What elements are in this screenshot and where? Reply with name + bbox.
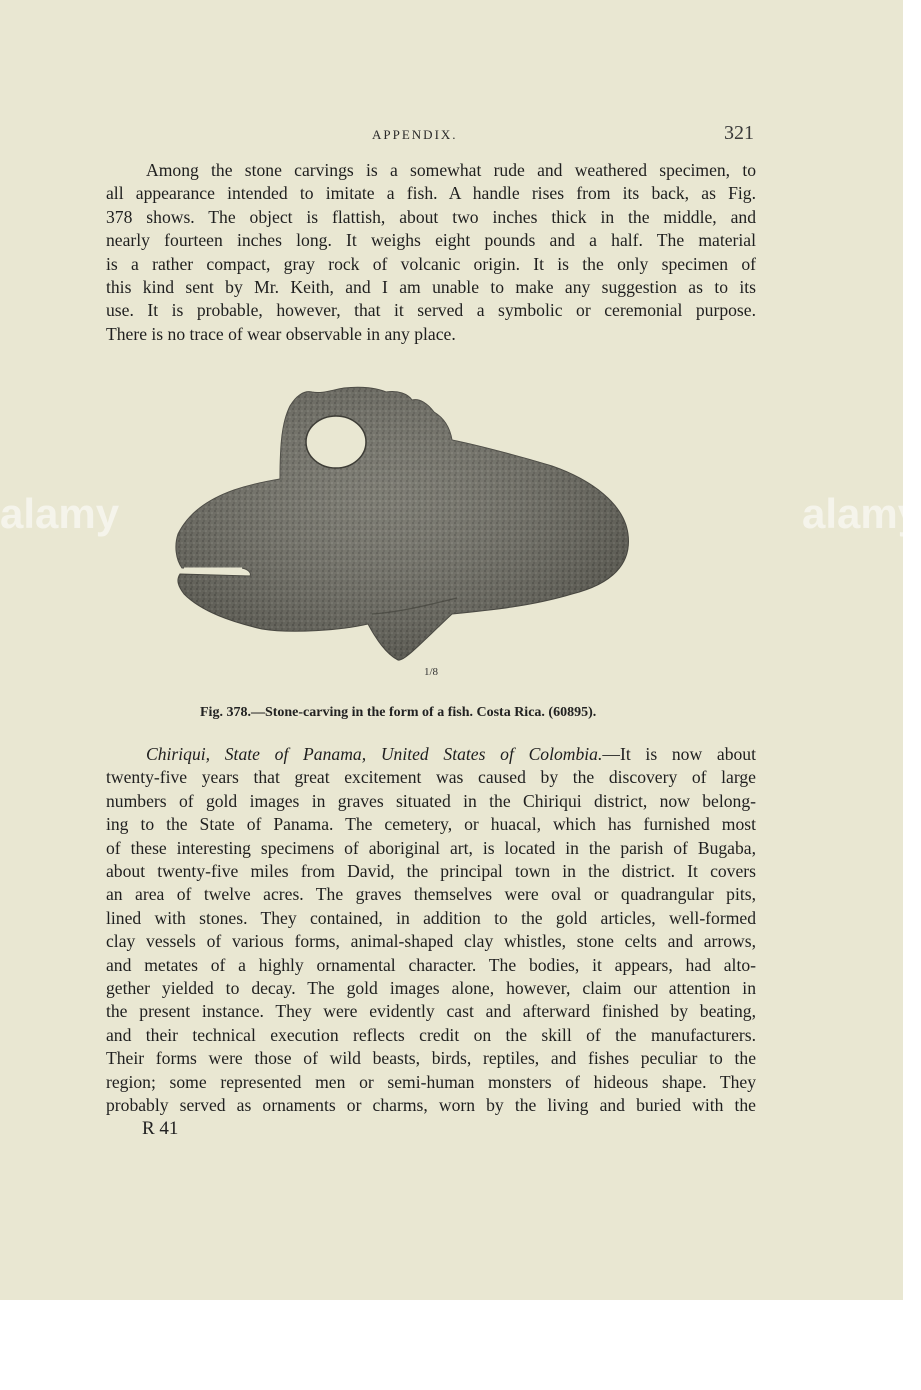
text-line: this kind sent by Mr. Keith, and I am unable to make any suggestion as to its xyxy=(106,277,756,298)
text-line: Their forms were those of wild beasts, birds, reptiles, and fishes peculiar to the xyxy=(106,1048,756,1069)
text-line: the present instance. They were evidently cast and afterward finished by beating, xyxy=(106,1001,756,1022)
running-head: APPENDIX. xyxy=(372,127,458,142)
scale-label: 1/8 xyxy=(424,666,439,678)
text-line: clay vessels of various forms, animal-shaped clay whistles, stone celts and arrows, xyxy=(106,931,756,952)
watermark-right: alamy xyxy=(802,490,921,537)
text-line: region; some represented men or semi-human monsters of hideous shape. They xyxy=(106,1071,756,1092)
section-lead: Chiriqui, State of Panama, United States of Colombia. xyxy=(146,744,603,764)
text-line: of these interesting specimens of aboriginal art, is located in the parish of Bugaba, xyxy=(106,837,756,858)
watermark-left: alamy xyxy=(0,490,120,537)
text-line: ing to the State of Panama. The cemetery, or huacal, which has furnished most xyxy=(106,814,756,835)
paragraph-stone-carving xyxy=(106,159,756,346)
text-line: and metates of a highly ornamental character. The bodies, it appears, had alto- xyxy=(106,954,756,975)
text-line: probably served as ornaments or charms, worn by the living and buried with the xyxy=(106,1095,756,1116)
section-lead-rest: —It is now about xyxy=(602,744,756,764)
text-line: about twenty-five miles from David, the principal town in the district. It covers xyxy=(106,861,756,882)
text-line: an area of twelve acres. The graves themselves were oval or quadrangular pits, xyxy=(106,884,756,905)
text-line: and their technical execution reflects credit on the skill of the manufacturers. xyxy=(106,1024,756,1045)
text-line: twenty-five years that great excitement was caused by the discovery of large xyxy=(106,767,756,788)
text-line xyxy=(106,743,756,766)
text-line: nearly fourteen inches long. It weighs eight pounds and a half. The material xyxy=(106,230,756,251)
text-line: There is no trace of wear observable in any place. xyxy=(106,323,456,344)
paragraph-chiriqui xyxy=(106,743,756,1118)
fish-stone-carving-illustration xyxy=(172,384,632,666)
text-line: use. It is probable, however, that it served a symbolic or ceremonial purpose. xyxy=(106,300,756,321)
text-line: Among the stone carvings is a somewhat rude and weathered specimen, to xyxy=(146,160,756,180)
text-line: all appearance intended to imitate a fish. A handle rises from its back, as Fig. xyxy=(106,183,756,204)
text-line: numbers of gold images in graves situated in the Chiriqui district, now belong- xyxy=(106,790,756,811)
signature-mark: R 41 xyxy=(142,1118,179,1139)
page-number: 321 xyxy=(724,122,754,144)
text-line: gether yielded to decay. The gold images alone, however, claim our attention in xyxy=(106,978,756,999)
text-line: 378 shows. The object is flattish, about two inches thick in the middle, and xyxy=(106,206,756,227)
text-line: is a rather compact, gray rock of volcanic origin. It is the only specimen of xyxy=(106,253,756,274)
figure-caption: Fig. 378.—Stone-carving in the form of a fish. Costa Rica. (60895). xyxy=(200,705,597,720)
text-line: lined with stones. They contained, in addition to the gold articles, well-formed xyxy=(106,907,756,928)
